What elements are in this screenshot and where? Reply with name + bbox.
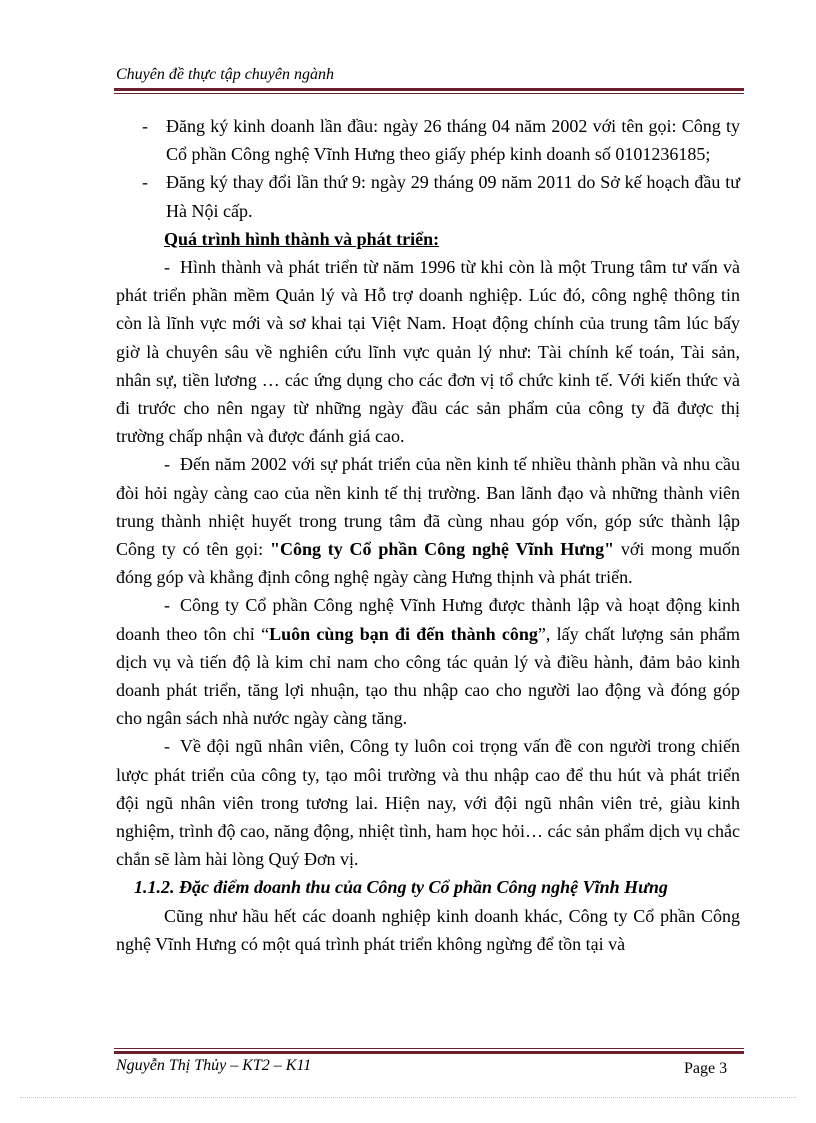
paragraph-history-3 <box>116 591 740 732</box>
header-rule-thin <box>114 93 744 94</box>
header-title: Chuyên đề thực tập chuyên ngành <box>116 66 334 83</box>
paragraph-text: Hình thành và phát triển từ năm 1996 từ khi còn là một Trung tâm tư vấn và phát triển phần mềm Quản lý và Hỗ trợ doanh nghiệp. Lúc đó, công nghệ thông tin còn là lĩnh vực mới và sơ khai tại Việt Nam. Hoạt động chính của trung tâm lúc bấy giờ là chuyên sâu về nghiên cứu lĩnh vực quản lý như: Tài chính kế toán, Tài sản, nhân sự, tiền lương … các ứng dụng cho các đơn vị tổ chức kinh tế. Với kiến thức và đi trước cho nên ngay từ những ngày đầu các sản phẩm của công ty đã được thị trường chấp nhận và được đánh giá cao. <box>116 257 740 447</box>
paragraph-dash: - <box>164 257 170 278</box>
footer-rule-thick <box>114 1051 744 1054</box>
bullet-dash: - <box>142 172 148 193</box>
section-heading: Quá trình hình thành và phát triển: <box>164 228 440 249</box>
paragraph-history-1 <box>116 253 740 450</box>
company-name-bold: "Công ty Cổ phần Công nghệ Vĩnh Hưng" <box>269 539 615 560</box>
bullet-dash: - <box>142 116 148 136</box>
motto-bold: Luôn cùng bạn đi đến thành công <box>269 623 538 644</box>
paragraph-text: Cũng như hầu hết các doanh nghiệp kinh doanh khác, Công ty Cổ phần Công nghệ Vĩnh Hưng có một quá trình phát triển không ngừng để tồn tại và <box>116 905 740 954</box>
paragraph-dash: - <box>164 736 170 757</box>
page-boundary-line <box>20 1097 796 1098</box>
bullet-item <box>116 112 740 168</box>
bullet-item <box>116 168 740 224</box>
bullet-text: Đăng ký kinh doanh lần đầu: ngày 26 tháng 04 năm 2002 với tên gọi: Công ty Cổ phần Công nghệ Vĩnh Hưng theo giấy phép kinh doanh số 0101236185; <box>166 116 740 165</box>
footer-author: Nguyễn Thị Thủy – KT2 – K11 <box>116 1057 312 1074</box>
paragraph-history-2 <box>116 450 740 591</box>
paragraph-revenue <box>116 902 740 958</box>
body-text <box>116 112 740 958</box>
bullet-text: Đăng ký thay đổi lần thứ 9: ngày 29 tháng 09 năm 2011 do Sở kế hoạch đầu tư Hà Nội cấp. <box>166 172 740 221</box>
paragraph-dash: - <box>164 454 170 475</box>
paragraph-text: Đến năm 2002 với sự phát triển của nền kinh tế nhiều thành phần và nhu cầu đòi hỏi ngày càng cao của nền kinh tế thị trường. Ban lãnh đạo và những thành viên trung thành nhiệt huyết trong trung tâm đã cùng nhau góp vốn, góp sức thành lập Công ty có tên gọi: <box>116 454 740 560</box>
footer-rule-thin <box>114 1048 744 1049</box>
paragraph-text: Về đội ngũ nhân viên, Công ty luôn coi trọng vấn đề con người trong chiến lược phát triển của công ty, tạo môi trường và thu nhập cao để thu hút và phát triển đội ngũ nhân viên trong tương lai. Hiện nay, với đội ngũ nhân viên trẻ, giàu kinh nghiệm, trình độ cao, năng động, nhiệt tình, ham học hỏi… các sản phẩm dịch vụ chắc chắn sẽ làm hài lòng Quý Đơn vị. <box>116 736 740 870</box>
paragraph-text: ”, lấy chất lượng sản phẩm dịch vụ và tiến độ là kim chỉ nam cho công tác quản lý và điều hành, đảm bảo kinh doanh phát triển, tăng lợi nhuận, tạo thu nhập cao cho người lao động và đóng góp cho ngân sách nhà nước ngày càng tăng. <box>116 623 741 729</box>
paragraph-history-4 <box>116 732 740 873</box>
header-rule-thick <box>114 88 744 91</box>
sub-heading: 1.1.2. Đặc điểm doanh thu của Công ty Cổ phần Công nghệ Vĩnh Hưng <box>134 877 668 898</box>
paragraph-dash: - <box>164 595 170 616</box>
paragraph-text: Công ty Cổ phần Công nghệ Vĩnh Hưng được thành lập và hoạt động kinh doanh theo tôn chỉ “ <box>116 595 740 644</box>
paragraph-text: với mong muốn đóng góp và khẳng định công nghệ ngày càng Hưng thịnh và phát triển. <box>116 539 740 588</box>
page-number: Page 3 <box>684 1060 728 1077</box>
